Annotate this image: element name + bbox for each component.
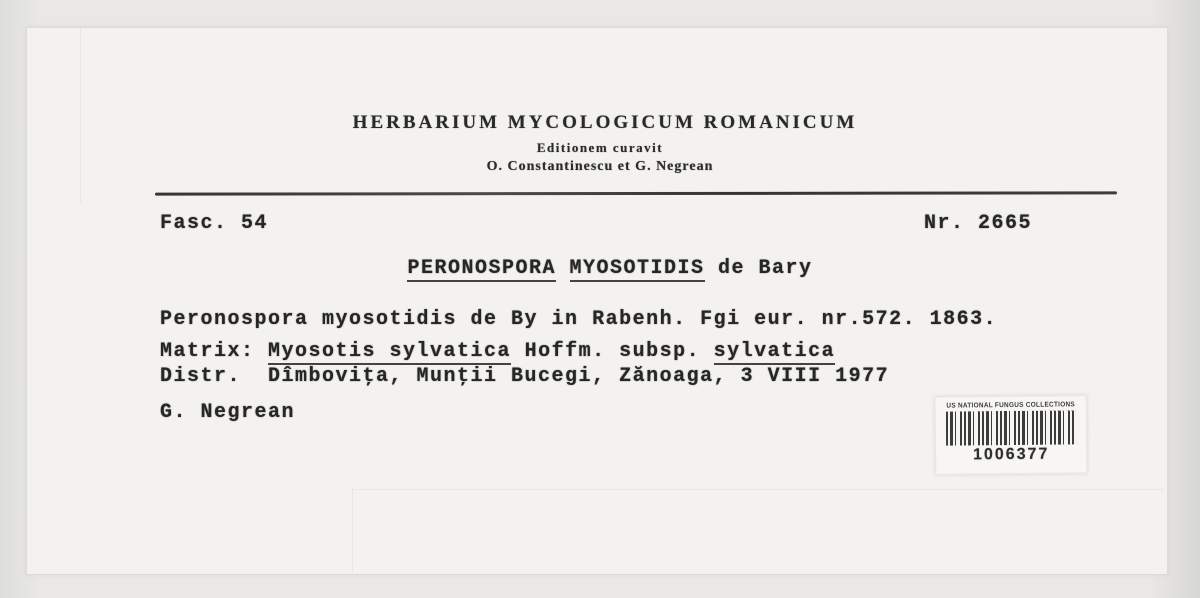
barcode-number: 1006377 [972, 445, 1050, 464]
species-authority: de Bary [704, 257, 813, 280]
species-genus: PERONOSPORA [407, 257, 556, 280]
species-title [30, 258, 1190, 280]
herbarium-subtitle: Editionem curavit [536, 140, 664, 155]
matrix-host-subspecies: sylvatica [713, 340, 836, 363]
barcode-icon [946, 410, 1076, 445]
matrix-host-species: Myosotis sylvatica [268, 340, 512, 363]
distribution-line: Distr. Dîmboviţa, Munţii Bucegi, Zănoaga, 3 VIII 1977 [160, 365, 890, 388]
species-epithet: MYOSOTIDIS [569, 257, 705, 280]
herbarium-editors: O. Constantinescu et G. Negrean [486, 159, 714, 174]
paper-crease-horizontal-bottom [352, 489, 1164, 490]
barcode-institution-label: US NATIONAL FUNGUS COLLECTIONS [946, 401, 1076, 410]
herbarium-title: HERBARIUM MYCOLOGICUM ROMANICUM [352, 112, 858, 133]
barcode-sticker [935, 395, 1088, 475]
matrix-line [160, 341, 835, 363]
matrix-label: Matrix: [160, 340, 269, 363]
collector-name: G. Negrean [160, 401, 296, 424]
synonymy-line: Peronospora myosotidis de By in Rabenh. Fgi eur. nr.572. 1863. [160, 308, 998, 331]
specimen-number: Nr. 2665 [924, 212, 1033, 235]
matrix-host-authority: Hoffm. subsp. [511, 340, 714, 363]
paper-crease-vertical-bottom [352, 489, 353, 572]
label-paper-sheet [26, 27, 1168, 575]
fascicle-number: Fasc. 54 [160, 212, 269, 235]
species-title-space [556, 257, 570, 280]
